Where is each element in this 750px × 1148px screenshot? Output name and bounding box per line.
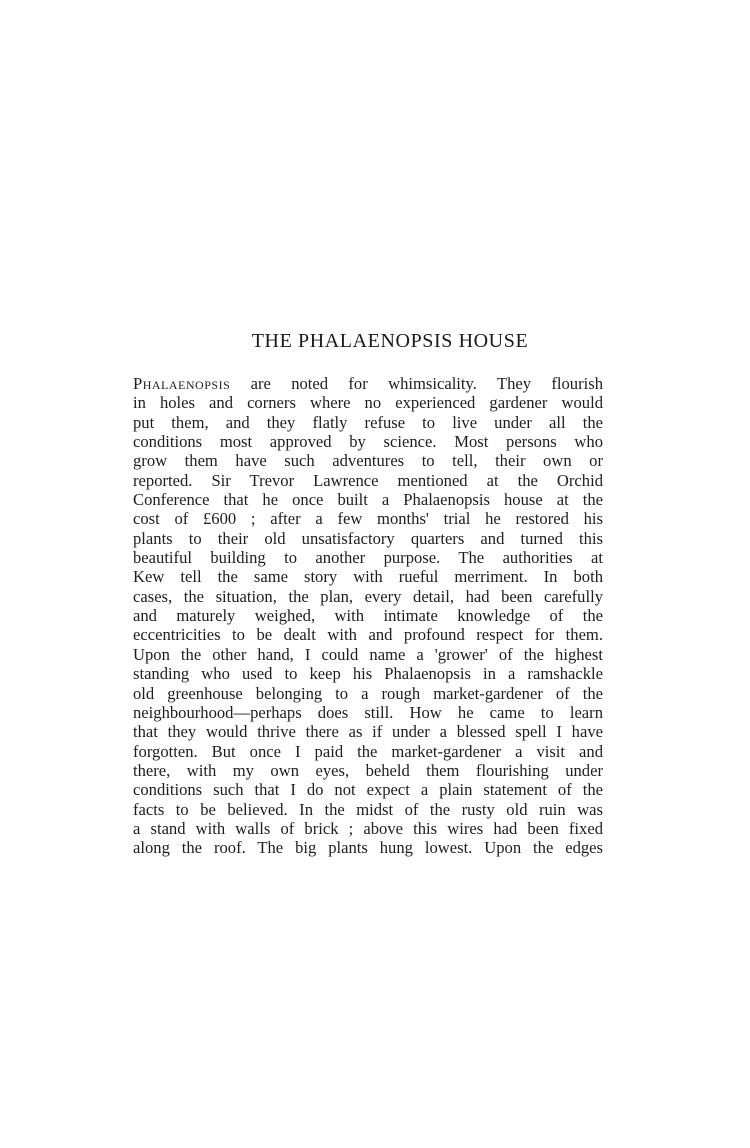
text-line: old greenhouse belonging to a rough market-gardener of the [133, 683, 603, 703]
text-line: and maturely weighed, with intimate knowledge of the [133, 606, 603, 626]
text-line: eccentricities to be dealt with and profound respect for them. [133, 625, 603, 645]
text-line: reported. Sir Trevor Lawrence mentioned at the Orchid [133, 470, 603, 490]
text-line: standing who used to keep his Phalaenopsis in a ramshackle [133, 664, 603, 684]
text-line: cases, the situation, the plan, every detail, had been carefully [133, 586, 603, 606]
text-line: in holes and corners where no experienced gardener would [133, 393, 603, 413]
text-line: beautiful building to another purpose. The authorities at [133, 548, 603, 568]
text-line: cost of £600 ; after a few months' trial he restored his [133, 509, 603, 529]
text-line: conditions such that I do not expect a plain statement of the [133, 780, 603, 800]
text-line: grow them have such adventures to tell, their own or [133, 451, 603, 471]
text-line: along the roof. The big plants hung lowest. Upon the edges [133, 838, 603, 858]
text-line: Phalaenopsis are noted for whimsicality. They flourish [133, 374, 603, 393]
text-line: facts to be believed. In the midst of the rusty old ruin was [133, 799, 603, 819]
text-line: neighbourhood—perhaps does still. How he came to learn [133, 702, 603, 722]
text-line: forgotten. But once I paid the market-gardener a visit and [133, 741, 603, 761]
text-line: that they would thrive there as if under a blessed spell I have [133, 722, 603, 742]
text-line: conditions most approved by science. Most persons who [133, 432, 603, 452]
text-line: Conference that he once built a Phalaenopsis house at the [133, 490, 603, 510]
text-line: a stand with walls of brick ; above this wires had been fixed [133, 818, 603, 838]
body-text [133, 374, 603, 858]
text-line: Upon the other hand, I could name a 'grower' of the highest [133, 644, 603, 664]
text-line: plants to their old unsatisfactory quarters and turned this [133, 528, 603, 548]
text-line: there, with my own eyes, beheld them flourishing under [133, 760, 603, 780]
text-line: put them, and they flatly refuse to live under all the [133, 412, 603, 432]
first-word: Phalaenopsis [133, 374, 231, 393]
text-line: Kew tell the same story with rueful merriment. In both [133, 567, 603, 587]
chapter-title: THE PHALAENOPSIS HOUSE [251, 330, 529, 352]
